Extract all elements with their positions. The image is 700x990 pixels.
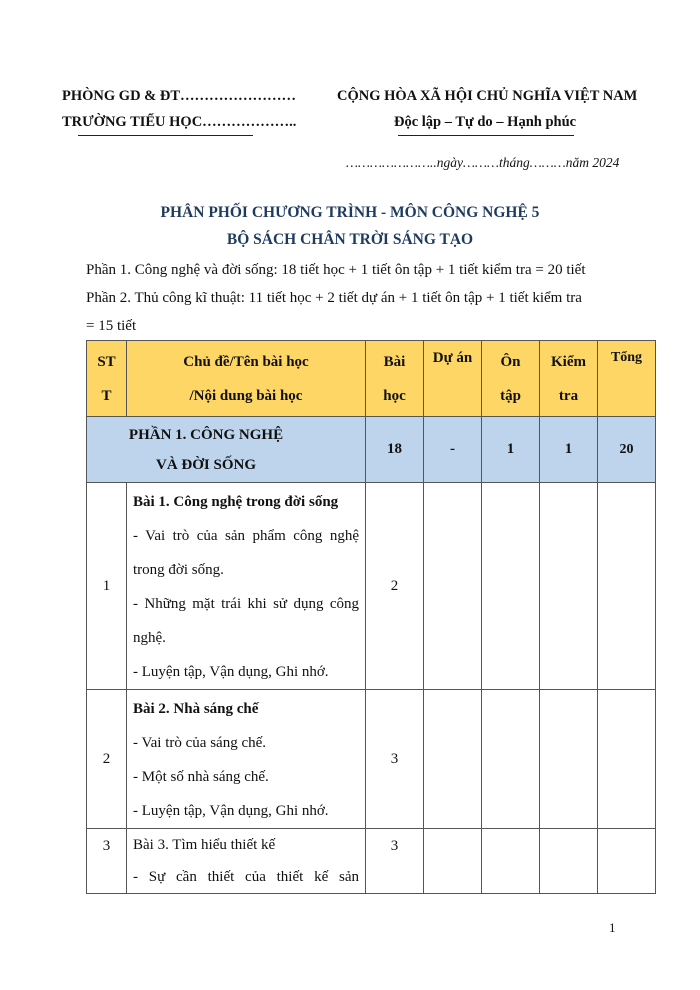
lesson-item: - Luyện tập, Vận dụng, Ghi nhớ. — [133, 664, 329, 680]
header-review-line1: Ôn — [500, 353, 521, 370]
section-title-line1: PHẦN 1. CÔNG NGHỆ — [128, 426, 284, 443]
school-label: TRƯỜNG TIỂU HỌC……………….. — [62, 114, 297, 130]
header-title-line1: Chủ đề/Tên bài học — [183, 353, 309, 370]
section-review: 1 — [482, 417, 540, 483]
row-project — [424, 690, 482, 829]
row-review — [482, 483, 540, 690]
row-review — [482, 829, 540, 894]
header-review-line2: tập — [500, 387, 521, 404]
section-title — [87, 417, 366, 483]
lesson-item: - Một số nhà sáng chế. — [133, 769, 269, 785]
country-name: CỘNG HÒA XÃ HỘI CHỦ NGHĨA VIỆT NAM — [337, 88, 638, 104]
row-content — [127, 483, 366, 690]
summary-part2-cont: = 15 tiết — [86, 318, 137, 334]
row-review — [482, 690, 540, 829]
row-stt: 3 — [87, 829, 127, 894]
header-stt — [87, 341, 127, 417]
section-title-line2: VÀ ĐỜI SỐNG — [155, 456, 256, 473]
table-row — [87, 483, 656, 690]
section-project: - — [424, 417, 482, 483]
department-label: PHÒNG GD & ĐT…………………… — [62, 88, 297, 104]
table-row — [87, 829, 656, 894]
row-stt: 2 — [87, 690, 127, 829]
section-test: 1 — [540, 417, 598, 483]
header-lesson-line2: học — [383, 387, 406, 404]
section-total: 20 — [598, 417, 656, 483]
document-subtitle: BỘ SÁCH CHÂN TRỜI SÁNG TẠO — [226, 231, 474, 248]
row-test — [540, 829, 598, 894]
school-underline — [78, 135, 253, 136]
table-header-row — [87, 341, 656, 417]
header-review — [482, 341, 540, 417]
row-test — [540, 483, 598, 690]
lesson-title: Bài 2. Nhà sáng chế — [133, 701, 259, 717]
lesson-item: - Luyện tập, Vận dụng, Ghi nhớ. — [133, 803, 329, 819]
header-test — [540, 341, 598, 417]
header-project-label: Dự án — [432, 350, 473, 366]
summary-part1: Phần 1. Công nghệ và đời sống: 18 tiết học + 1 tiết ôn tập + 1 tiết kiểm tra = 20 tiết — [86, 262, 586, 278]
header-stt-line2: T — [101, 387, 112, 404]
row-total — [598, 483, 656, 690]
page-number: 1 — [609, 920, 616, 935]
header-project — [424, 341, 482, 417]
lesson-title: Bài 3. Tìm hiểu thiết kế — [133, 837, 276, 853]
row-lesson: 3 — [366, 690, 424, 829]
header-stt-line1: ST — [97, 353, 116, 370]
row-project — [424, 483, 482, 690]
curriculum-table — [86, 340, 656, 894]
lesson-title: Bài 1. Công nghệ trong đời sống — [133, 494, 339, 510]
date-line: …………………..ngày………tháng………năm 2024 — [346, 155, 620, 170]
row-total — [598, 829, 656, 894]
header-test-line1: Kiểm — [551, 353, 586, 370]
header-title — [127, 341, 366, 417]
summary-part2: Phần 2. Thủ công kĩ thuật: 11 tiết học + 2 tiết dự án + 1 tiết ôn tập + 1 tiết kiểm tra — [86, 290, 582, 306]
header-total — [598, 341, 656, 417]
row-lesson: 3 — [366, 829, 424, 894]
section-row — [87, 417, 656, 483]
lesson-item: - Những mặt trái khi sử dụng công nghệ. — [133, 596, 359, 646]
document-title: PHÂN PHỐI CHƯƠNG TRÌNH - MÔN CÔNG NGHỆ 5 — [160, 204, 540, 221]
header-lesson — [366, 341, 424, 417]
header-test-line2: tra — [558, 387, 579, 404]
motto-underline — [398, 135, 574, 136]
row-lesson: 2 — [366, 483, 424, 690]
motto: Độc lập – Tự do – Hạnh phúc — [394, 114, 577, 130]
lesson-item: - Sự cần thiết của thiết kế sản — [133, 869, 359, 885]
lesson-item: - Vai trò của sản phẩm công nghệ trong đời sống. — [133, 528, 359, 578]
row-stt: 1 — [87, 483, 127, 690]
row-content — [127, 829, 366, 894]
header-total-label: Tổng — [610, 350, 643, 365]
table-row — [87, 690, 656, 829]
row-project — [424, 829, 482, 894]
lesson-item: - Vai trò của sáng chế. — [133, 735, 267, 751]
row-content — [127, 690, 366, 829]
header-lesson-line1: Bài — [383, 353, 406, 370]
row-total — [598, 690, 656, 829]
section-lesson: 18 — [366, 417, 424, 483]
header-title-line2: /Nội dung bài học — [189, 387, 303, 404]
row-test — [540, 690, 598, 829]
